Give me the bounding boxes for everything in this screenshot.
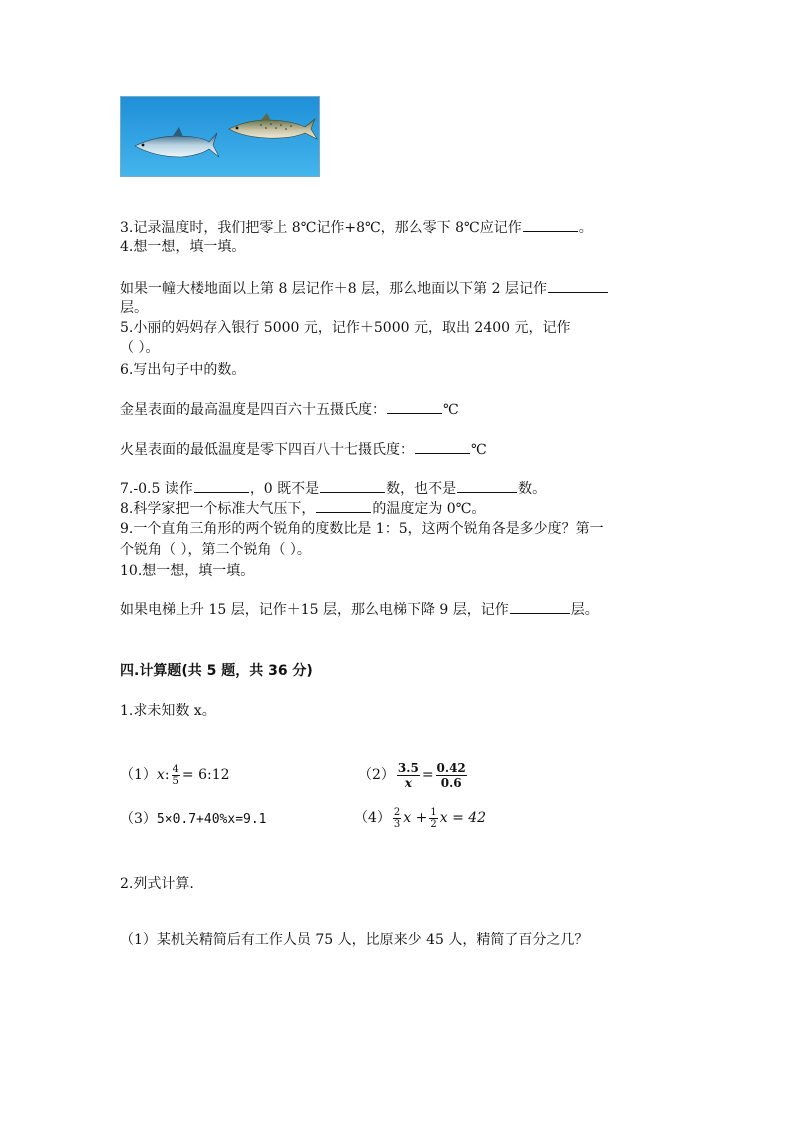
answer-blank[interactable] [548,278,608,293]
answer-blank[interactable] [523,217,578,232]
question-3: 3.记录温度时，我们把零上 8℃记作+8℃，那么零下 8℃应记作 。 [120,217,593,238]
question-5-line2: （ ）。 [120,340,160,356]
calc-2-problem-1: （1）某机关精简后有工作人员 75 人，比原来少 45 人，精简了百分之几？ [120,932,589,948]
section-heading: 四.计算题(共 5 题，共 36 分) [120,663,313,679]
equation-4: （4） $\frac{2}{3}$ x + $\frac{1}{2}$ x = 42 [354,806,487,830]
fraction: $\frac{3.5}{x}$ [397,760,419,790]
question-10-title: 10.想一想，填一填。 [120,563,255,579]
fraction: $\frac{1}{2}$ [430,806,437,830]
answer-blank[interactable] [510,599,570,614]
fish-image [120,96,320,177]
question-7: 7.-0.5 读作 ，0 既不是 数，也不是 数。 [120,478,546,499]
question-6-mars: 火星表面的最低温度是零下四百八十七摄氏度： ℃ [120,439,487,460]
fraction: $\frac{2}{3}$ [393,806,401,830]
calc-1-title: 1.求未知数 x。 [120,703,216,719]
question-4-line2: 层。 [120,300,148,316]
question-6-title: 6.写出句子中的数。 [120,362,246,378]
calc-2-title: 2.列式计算. [120,876,194,892]
answer-blank[interactable] [316,498,371,513]
question-6-venus: 金星表面的最高温度是四百六十五摄氏度： ℃ [120,399,459,420]
equation-1: （1）x: $\frac{4}{5}$ = 6:12 [120,763,230,787]
fraction: $\frac{0.42}{0.6}$ [436,760,466,790]
question-4-line1: 如果一幢大楼地面以上第 8 层记作＋8 层，那么地面以下第 2 层记作 [120,278,609,299]
answer-blank[interactable] [320,478,385,493]
equation-2: （2） $\frac{3.5}{x}$ = $\frac{0.42}{0.6}$ [358,760,466,790]
question-8: 8.科学家把一个标准大气压下， 的温度定为 0℃。 [120,498,485,519]
answer-blank[interactable] [457,478,517,493]
question-9-line1: 9.一个直角三角形的两个锐角的度数比是 1：5，这两个锐角各是多少度？第一 [120,521,604,537]
answer-blank[interactable] [415,439,470,454]
question-4-title: 4.想一想，填一填。 [120,239,246,255]
equation-3: （3）5×0.7+40%x=9.1 [120,811,267,827]
question-5-line1: 5.小丽的妈妈存入银行 5000 元，记作＋5000 元，取出 2400 元，记作 [120,320,571,336]
fish-picture [121,97,319,176]
answer-blank[interactable] [194,478,249,493]
question-9-line2: 个锐角（ ），第二个锐角（ ）。 [120,542,311,558]
answer-blank[interactable] [387,399,442,414]
question-10-line: 如果电梯上升 15 层，记作＋15 层，那么电梯下降 9 层，记作 层。 [120,599,599,620]
fraction: $\frac{4}{5}$ [172,763,179,787]
